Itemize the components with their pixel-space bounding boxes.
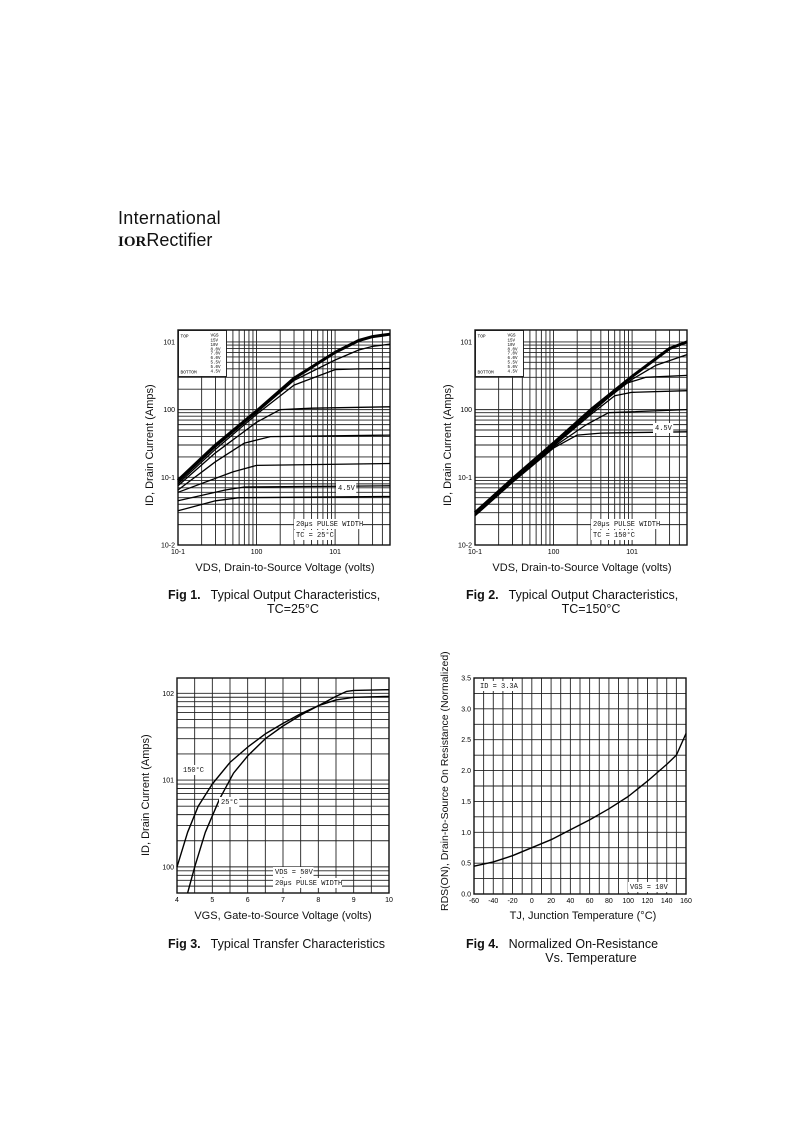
fig1-caption-line2: TC=25°C — [267, 602, 319, 616]
x-tick-label: -20 — [507, 898, 518, 905]
series-line — [178, 435, 390, 490]
brand-name-line2 — [118, 230, 212, 251]
series-label-25c: 25°C — [221, 799, 238, 807]
x-tick-label: 9 — [351, 897, 356, 904]
fig3-ylabel: ID, Drain Current (Amps) — [140, 734, 152, 856]
x-tick-label: 20 — [547, 898, 555, 905]
y-tick-label: 102 — [162, 690, 174, 698]
fig1-caption-line1: Typical Output Characteristics, — [210, 588, 381, 602]
legend-entry: 8.0V — [507, 348, 518, 353]
series-line — [475, 432, 687, 516]
fig2-caption-num: Fig 2. — [466, 588, 499, 602]
annotation-tc: TC = 25°C — [296, 532, 334, 540]
y-tick-label: 10-2 — [457, 542, 472, 550]
y-tick-label: 10-1 — [457, 474, 472, 482]
fig2-chart — [457, 330, 687, 556]
x-tick-label: 100 — [250, 549, 263, 556]
y-tick-label: 1.5 — [461, 798, 471, 806]
legend-title-top: TOP — [477, 334, 486, 340]
fig2-caption — [466, 588, 716, 616]
fig4-caption-num: Fig 4. — [466, 937, 499, 951]
fig1-caption — [168, 588, 418, 616]
legend-title-top: TOP — [180, 334, 189, 340]
annotation-id: ID = 3.3A — [480, 683, 518, 691]
legend-vgs-header: VGS — [210, 333, 219, 339]
x-tick-label: 10-1 — [467, 549, 483, 556]
y-tick-label: 3.0 — [461, 706, 471, 714]
ior-logo-mark: IOR — [118, 234, 147, 250]
legend-entry: 7.0V — [210, 352, 221, 357]
series-label-150c: 150°C — [183, 767, 205, 775]
annotation-pulse-width: 20µs PULSE WIDTH — [296, 521, 364, 529]
fig4-chart — [461, 675, 692, 905]
legend-entry: 4.5V — [210, 370, 221, 375]
legend-vgs-header: VGS — [507, 333, 516, 339]
y-tick-label: 1.0 — [461, 829, 471, 837]
fig2-xlabel: VDS, Drain-to-Source Voltage (volts) — [492, 562, 672, 574]
annotation-vds: VDS = 50V — [275, 869, 313, 877]
x-tick-label: 101 — [329, 549, 341, 556]
legend-title-bottom: BOTTOM — [477, 370, 494, 376]
y-tick-label: 100 — [460, 407, 472, 415]
y-tick-label: 100 — [163, 407, 175, 415]
fig4-xlabel: TJ, Junction Temperature (°C) — [509, 910, 657, 922]
legend-entry: 5.5V — [507, 361, 518, 366]
y-tick-label: 2.5 — [461, 737, 471, 745]
series-line — [178, 407, 390, 486]
y-tick-label: 3.5 — [461, 675, 471, 683]
x-tick-label: 60 — [585, 898, 594, 905]
y-tick-label: 0.0 — [461, 891, 471, 899]
fig1-ylabel: ID, Drain Current (Amps) — [144, 384, 156, 506]
x-tick-label: 80 — [605, 898, 613, 905]
fig4-ylabel: RDS(ON), Drain-to-Source On Resistance (Normalized) — [439, 651, 451, 911]
fig3-caption-line1: Typical Transfer Characteristics — [210, 937, 386, 951]
x-tick-label: 40 — [566, 898, 575, 905]
x-tick-label: 7 — [281, 897, 285, 904]
fig3-xlabel: VGS, Gate-to-Source Voltage (volts) — [194, 910, 372, 922]
fig3-chart — [162, 678, 393, 904]
x-tick-label: 5 — [210, 897, 215, 904]
legend-entry: 4.5V — [507, 370, 518, 375]
legend-entry: 15V — [210, 339, 219, 344]
fig4-caption-line1: Normalized On-Resistance — [508, 937, 659, 951]
x-tick-label: -60 — [468, 898, 480, 905]
annotation-vgs: VGS = 10V — [630, 884, 668, 892]
annotation-pulse-width: 20µs PULSE WIDTH — [593, 521, 661, 529]
legend-entry: 7.0V — [507, 352, 518, 357]
y-tick-label: 10-2 — [160, 542, 175, 550]
fig4-caption-line2: Vs. Temperature — [545, 951, 637, 965]
x-tick-label: 120 — [641, 898, 654, 905]
x-tick-label: 10 — [385, 897, 393, 904]
legend-entry: 5.0V — [507, 365, 518, 370]
y-tick-label: 2.0 — [461, 768, 471, 776]
y-tick-label: 100 — [162, 864, 174, 872]
legend-entry: 5.5V — [210, 361, 221, 366]
fig2-ylabel: ID, Drain Current (Amps) — [442, 384, 454, 506]
x-tick-label: -40 — [488, 898, 499, 905]
annotation-pulse-width: 20µs PULSE WIDTH — [275, 880, 343, 888]
x-tick-label: 140 — [660, 898, 673, 905]
x-tick-label: 10-1 — [170, 549, 186, 556]
x-tick-label: 4 — [175, 897, 179, 904]
x-tick-label: 8 — [316, 897, 321, 904]
brand-name-line1: International — [118, 208, 221, 228]
legend-entry: 15V — [507, 339, 516, 344]
legend-entry: 10V — [210, 343, 219, 348]
fig1-caption-num: Fig 1. — [168, 588, 201, 602]
series-line — [178, 497, 390, 511]
y-tick-label: 0.5 — [461, 860, 471, 868]
y-tick-label: 101 — [460, 339, 472, 347]
brand-rectifier-text: Rectifier — [146, 230, 213, 250]
fig3-caption-num: Fig 3. — [168, 937, 201, 951]
x-tick-label: 100 — [547, 549, 560, 556]
legend-entry: 10V — [507, 343, 516, 348]
legend-entry: 5.0V — [210, 365, 221, 370]
annotation-tc: TC = 150°C — [593, 532, 636, 540]
legend-entry: 6.0V — [210, 357, 221, 362]
legend-entry: 8.0V — [210, 348, 221, 353]
x-tick-label: 0 — [529, 898, 534, 905]
y-tick-label: 10-1 — [160, 474, 175, 482]
x-tick-label: 101 — [626, 549, 638, 556]
fig2-caption-line1: Typical Output Characteristics, — [508, 588, 679, 602]
x-tick-label: 100 — [622, 898, 635, 905]
fig1-chart — [160, 330, 390, 556]
fig3-caption — [168, 937, 418, 951]
fig1-xlabel: VDS, Drain-to-Source Voltage (volts) — [195, 562, 375, 574]
x-tick-label: 160 — [680, 898, 692, 905]
annotation-4-5v: 4.5V — [338, 485, 355, 493]
x-tick-label: 6 — [245, 897, 250, 904]
annotation-4-5v: 4.5V — [655, 425, 672, 433]
legend-entry: 6.0V — [507, 357, 518, 362]
fig2-caption-line2: TC=150°C — [561, 602, 621, 616]
legend-title-bottom: BOTTOM — [180, 370, 197, 376]
y-tick-label: 101 — [162, 777, 174, 785]
fig4-caption — [466, 937, 716, 965]
y-tick-label: 101 — [163, 339, 175, 347]
